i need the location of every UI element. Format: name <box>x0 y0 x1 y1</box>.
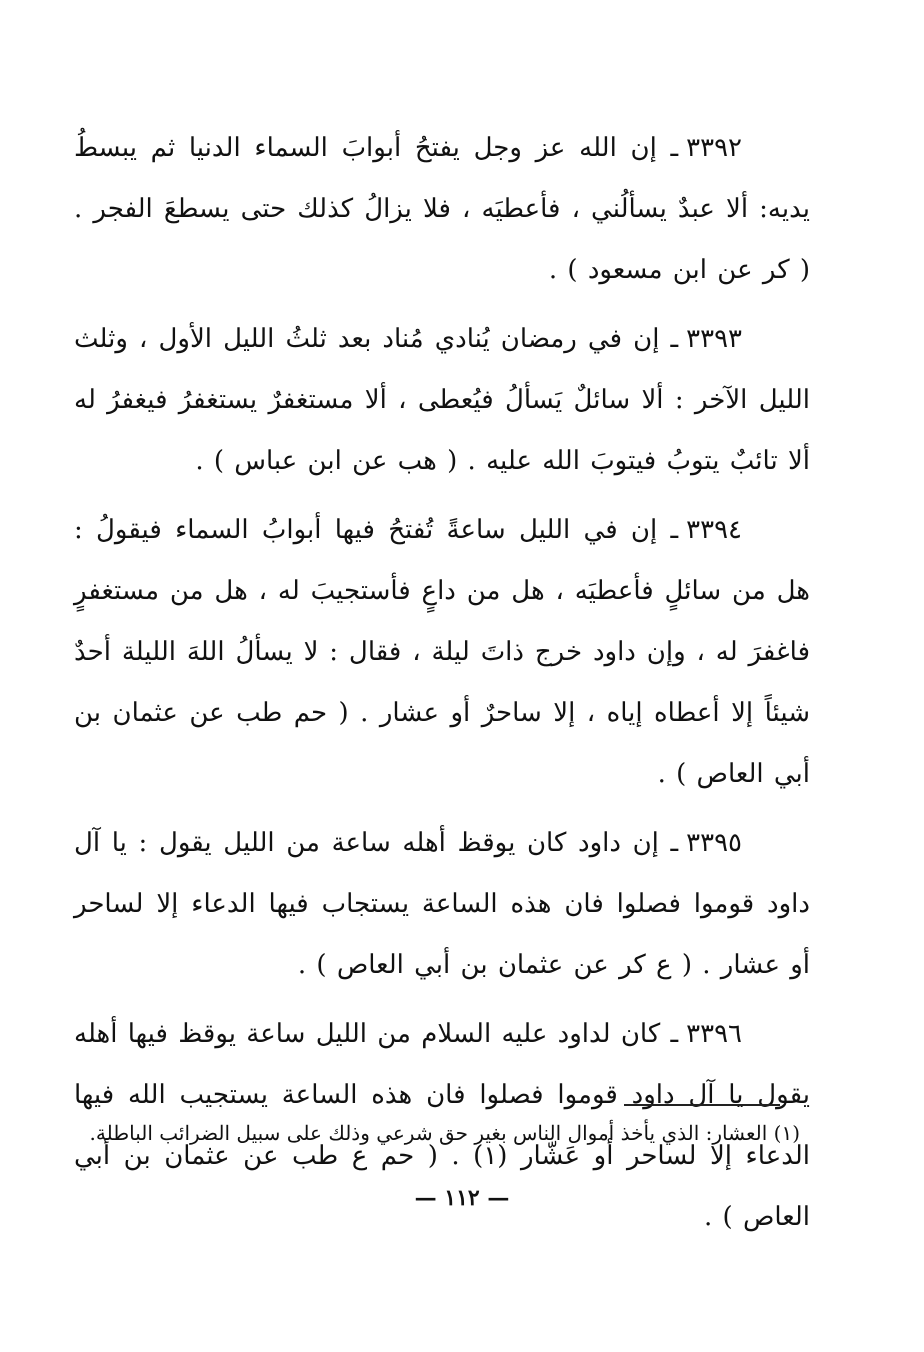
hadith-text: ـ إن في رمضان يُنادي مُناد بعد ثلثُ الليل الأول ، وثلث الليل الآخر : ألا سائلٌ يَسألُ فيُعطى ، ألا مستغفرٌ يستغفرُ فيغفرُ له ألا تائبٌ يتوبُ فيتوبَ الله عليه . ( هب عن ابن عباس ) . <box>74 324 810 476</box>
hadith-3395 <box>74 813 810 996</box>
hadith-list <box>74 118 810 1256</box>
hadith-number: ٣٣٩٢ <box>686 133 742 163</box>
hadith-3394 <box>74 500 810 805</box>
hadith-number: ٣٣٩٥ <box>686 828 742 858</box>
footnote-divider <box>624 1104 780 1106</box>
page-number: — ١١٢ — <box>414 1185 510 1211</box>
hadith-text: ـ إن الله عز وجل يفتحُ أبوابَ السماء الدنيا ثم يبسطُ يديه: ألا عبدٌ يسألُني ، فأعطيَه ، فلا يزالُ كذلك حتى يسطعَ الفجر . ( كر عن ابن مسعود ) . <box>74 133 810 285</box>
hadith-number: ٣٣٩٦ <box>686 1019 742 1049</box>
footnote: (١) العشار: الذي يأخذ أموال الناس بغير حق شرعي وذلك على سبيل الضرائب الباطلة. <box>89 1121 800 1145</box>
hadith-3392 <box>74 118 810 301</box>
hadith-text: ـ إن في الليل ساعةً تُفتحُ فيها أبوابُ السماء فيقولُ : هل من سائلٍ فأعطيَه ، هل من داعٍ فأستجيبَ له ، هل من مستغفرٍ فاغفرَ له ، وإن داود خرج ذاتَ ليلة ، فقال : لا يسألُ اللهَ الليلة أحدٌ شيئاً إلا أعطاه إياه ، إلا ساحرٌ أو عشار . ( حم طب عن عثمان بن أبي العاص ) . <box>74 515 810 789</box>
hadith-number: ٣٣٩٣ <box>686 324 742 354</box>
hadith-text: ـ إن داود كان يوقظ أهله ساعة من الليل يقول : يا آل داود قوموا فصلوا فان هذه الساعة يستجاب فيها الدعاء إلا لساحر أو عشار . ( ع كر عن عثمان بن أبي العاص ) . <box>74 828 810 980</box>
hadith-3393 <box>74 309 810 492</box>
hadith-text: ـ كان لداود عليه السلام من الليل ساعة يوقظ فيها أهله يقول يا آل داود قوموا فصلوا فان هذه الساعة يستجيب الله فيها الدعاء إلا لساحر أو عَشّار (١) . ( حم ع طب عن عثمان بن أبي العاص ) . <box>74 1019 810 1232</box>
hadith-number: ٣٣٩٤ <box>686 515 742 545</box>
